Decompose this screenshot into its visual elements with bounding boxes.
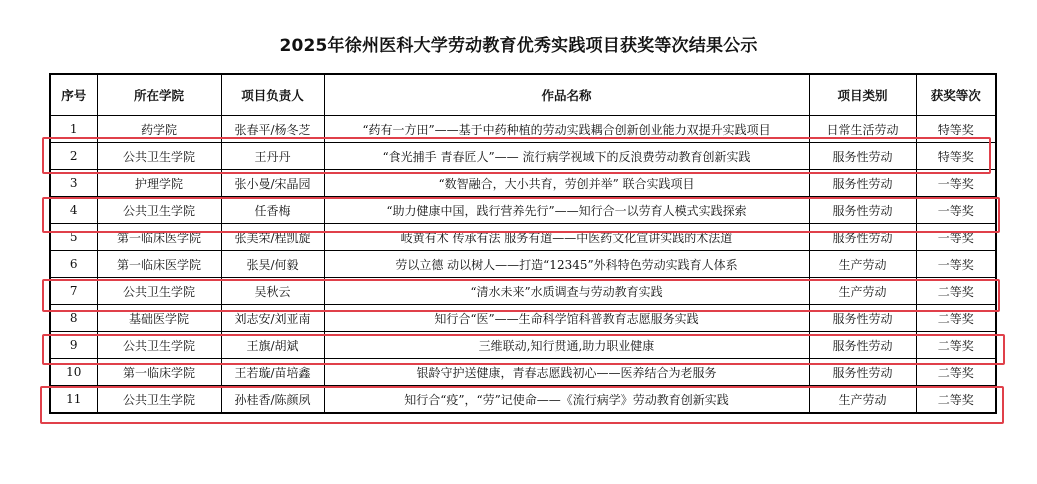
cell-number: 6 <box>50 251 97 278</box>
cell-number: 1 <box>50 116 97 143</box>
cell-work: 三维联动,知行贯通,助力职业健康 <box>324 332 809 359</box>
cell-category: 服务性劳动 <box>809 359 916 386</box>
table-row <box>50 278 996 305</box>
table-row <box>50 170 996 197</box>
cell-work: “清水未来”水质调查与劳动教育实践 <box>324 278 809 305</box>
cell-award: 特等奖 <box>916 143 996 170</box>
cell-leader: 王若璇/苗培鑫 <box>221 359 324 386</box>
cell-leader: 孙桂香/陈颜夙 <box>221 386 324 414</box>
table-row <box>50 116 996 143</box>
cell-work: 劳以立德 动以树人——打造“12345”外科特色劳动实践育人体系 <box>324 251 809 278</box>
cell-leader: 吴秋云 <box>221 278 324 305</box>
cell-award: 二等奖 <box>916 359 996 386</box>
table-row <box>50 224 996 251</box>
cell-college: 第一临床医学院 <box>97 251 221 278</box>
table-row <box>50 143 996 170</box>
cell-college: 公共卫生学院 <box>97 143 221 170</box>
cell-college: 第一临床医学院 <box>97 224 221 251</box>
cell-leader: 张美荣/程凯旋 <box>221 224 324 251</box>
cell-number: 8 <box>50 305 97 332</box>
cell-number: 9 <box>50 332 97 359</box>
cell-category: 日常生活劳动 <box>809 116 916 143</box>
cell-number: 11 <box>50 386 97 414</box>
cell-college: 公共卫生学院 <box>97 332 221 359</box>
cell-leader: 张小曼/宋晶园 <box>221 170 324 197</box>
table-row <box>50 332 996 359</box>
cell-leader: 任香梅 <box>221 197 324 224</box>
cell-college: 公共卫生学院 <box>97 197 221 224</box>
table-row <box>50 197 996 224</box>
cell-work: 银龄守护送健康，青春志愿践初心——医养结合为老服务 <box>324 359 809 386</box>
cell-award: 二等奖 <box>916 386 996 414</box>
cell-college: 公共卫生学院 <box>97 278 221 305</box>
header-number: 序号 <box>50 74 97 116</box>
cell-work: 知行合“医”——生命科学馆科普教育志愿服务实践 <box>324 305 809 332</box>
results-table <box>49 73 997 414</box>
cell-work: “药有一方田”——基于中药种植的劳动实践耦合创新创业能力双提升实践项目 <box>324 116 809 143</box>
cell-college: 护理学院 <box>97 170 221 197</box>
cell-award: 一等奖 <box>916 251 996 278</box>
cell-college: 基础医学院 <box>97 305 221 332</box>
header-college: 所在学院 <box>97 74 221 116</box>
cell-college: 公共卫生学院 <box>97 386 221 414</box>
cell-category: 服务性劳动 <box>809 143 916 170</box>
table-header-row <box>50 74 996 116</box>
table-row <box>50 386 996 414</box>
cell-work: 知行合“疫”，“劳”记使命——《流行病学》劳动教育创新实践 <box>324 386 809 414</box>
cell-leader: 刘志安/刘亚南 <box>221 305 324 332</box>
cell-number: 2 <box>50 143 97 170</box>
table-row <box>50 305 996 332</box>
page-title: 2025年徐州医科大学劳动教育优秀实践项目获奖等次结果公示 <box>279 36 758 56</box>
cell-award: 一等奖 <box>916 170 996 197</box>
cell-category: 生产劳动 <box>809 386 916 414</box>
cell-award: 一等奖 <box>916 197 996 224</box>
cell-leader: 张春平/杨冬芝 <box>221 116 324 143</box>
header-award: 获奖等次 <box>916 74 996 116</box>
cell-college: 药学院 <box>97 116 221 143</box>
cell-award: 一等奖 <box>916 224 996 251</box>
header-category: 项目类别 <box>809 74 916 116</box>
cell-award: 二等奖 <box>916 305 996 332</box>
cell-leader: 王丹丹 <box>221 143 324 170</box>
table-row <box>50 359 996 386</box>
cell-work: 岐黄有术 传承有法 服务有道——中医药文化宣讲实践的术法道 <box>324 224 809 251</box>
cell-category: 生产劳动 <box>809 278 916 305</box>
cell-number: 7 <box>50 278 97 305</box>
cell-category: 服务性劳动 <box>809 197 916 224</box>
cell-number: 5 <box>50 224 97 251</box>
cell-award: 二等奖 <box>916 332 996 359</box>
cell-category: 服务性劳动 <box>809 170 916 197</box>
cell-category: 服务性劳动 <box>809 224 916 251</box>
cell-number: 3 <box>50 170 97 197</box>
cell-category: 生产劳动 <box>809 251 916 278</box>
cell-award: 二等奖 <box>916 278 996 305</box>
cell-number: 4 <box>50 197 97 224</box>
cell-work: “助力健康中国，践行营养先行”——知行合一以劳育人模式实践探索 <box>324 197 809 224</box>
table-row <box>50 251 996 278</box>
cell-leader: 张昊/何毅 <box>221 251 324 278</box>
cell-work: “食光捕手 青春匠人”—— 流行病学视域下的反浪费劳动教育创新实践 <box>324 143 809 170</box>
cell-number: 10 <box>50 359 97 386</box>
cell-category: 服务性劳动 <box>809 305 916 332</box>
cell-work: “数智融合，大小共育，劳创并举” 联合实践项目 <box>324 170 809 197</box>
cell-college: 第一临床学院 <box>97 359 221 386</box>
header-work: 作品名称 <box>324 74 809 116</box>
cell-category: 服务性劳动 <box>809 332 916 359</box>
cell-award: 特等奖 <box>916 116 996 143</box>
header-leader: 项目负责人 <box>221 74 324 116</box>
cell-leader: 王旗/胡斌 <box>221 332 324 359</box>
